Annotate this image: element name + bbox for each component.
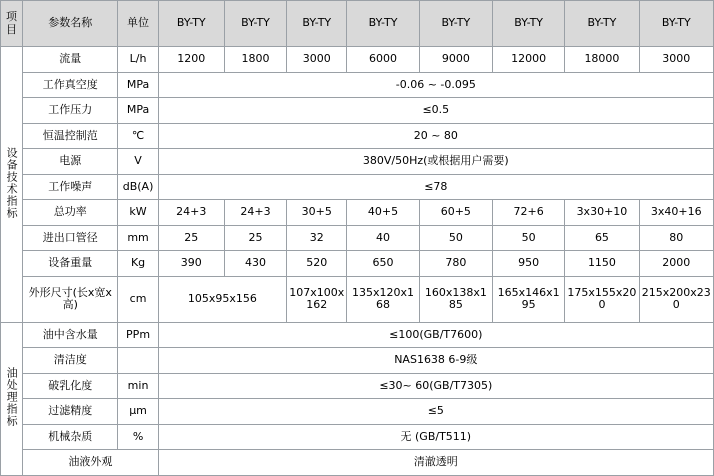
column-header-unit: 单位: [118, 1, 158, 47]
table-row: [1, 251, 714, 277]
row-unit: mm: [118, 225, 158, 251]
row-unit: MPa: [118, 98, 158, 124]
column-header-model-1: BY-TY: [158, 1, 224, 47]
column-header-model-6: BY-TY: [492, 1, 564, 47]
row-value-merged: NAS1638 6-9级: [158, 348, 713, 374]
table-row: [1, 72, 714, 98]
table-row: [1, 149, 714, 175]
row-value: 18000: [565, 47, 639, 73]
row-name: 进出口管径: [23, 225, 118, 251]
row-value: 72+6: [492, 200, 564, 226]
row-value: 175x155x200: [565, 276, 639, 322]
row-unit: L/h: [118, 47, 158, 73]
row-value-merged: 清澈透明: [158, 450, 713, 476]
row-value: 1150: [565, 251, 639, 277]
table-row: [1, 348, 714, 374]
row-unit: μm: [118, 399, 158, 425]
row-value: 80: [639, 225, 713, 251]
group-label-equipment-text: 设备技术指标: [5, 146, 19, 219]
group-label-oil-text: 油处理指标: [5, 367, 19, 428]
row-value: 135x120x168: [347, 276, 419, 322]
row-unit: ℃: [118, 123, 158, 149]
row-value-merged: ≤5: [158, 399, 713, 425]
row-value: 780: [419, 251, 492, 277]
table-row: [1, 174, 714, 200]
row-value-merged: ≤100(GB/T7600): [158, 322, 713, 348]
row-value: 6000: [347, 47, 419, 73]
row-name: 工作噪声: [23, 174, 118, 200]
table-row: [1, 276, 714, 322]
row-name: 油液外观: [23, 450, 159, 476]
row-value: 1200: [158, 47, 224, 73]
column-header-model-7: BY-TY: [565, 1, 639, 47]
row-name: 设备重量: [23, 251, 118, 277]
column-header-model-5: BY-TY: [419, 1, 492, 47]
row-unit: %: [118, 424, 158, 450]
row-value: 3000: [639, 47, 713, 73]
row-name: 工作压力: [23, 98, 118, 124]
row-value-merged: -0.06 ~ -0.095: [158, 72, 713, 98]
row-value: 165x146x195: [492, 276, 564, 322]
row-unit: PPm: [118, 322, 158, 348]
column-header-model-4: BY-TY: [347, 1, 419, 47]
row-name: 清洁度: [23, 348, 118, 374]
row-value: 24+3: [158, 200, 224, 226]
group-header-label: 项目: [1, 1, 23, 47]
row-value-merged: ≤30~ 60(GB/T7305): [158, 373, 713, 399]
table-row: [1, 399, 714, 425]
column-header-param-name: 参数名称: [23, 1, 118, 47]
row-value-merged: 380V/50Hz(或根据用户需要): [158, 149, 713, 175]
row-value: 24+3: [224, 200, 286, 226]
row-unit: dB(A): [118, 174, 158, 200]
row-value: 520: [287, 251, 347, 277]
row-name: 外形尺寸(长x宽x高): [23, 276, 118, 322]
table-row: [1, 373, 714, 399]
row-unit: kW: [118, 200, 158, 226]
table-row: [1, 424, 714, 450]
row-name: 电源: [23, 149, 118, 175]
row-unit: V: [118, 149, 158, 175]
row-value: 107x100x162: [287, 276, 347, 322]
row-value: 25: [158, 225, 224, 251]
row-name: 油中含水量: [23, 322, 118, 348]
table-row: [1, 225, 714, 251]
row-unit: MPa: [118, 72, 158, 98]
row-value-merged: ≤0.5: [158, 98, 713, 124]
row-name: 过滤精度: [23, 399, 118, 425]
table-row: [1, 98, 714, 124]
column-header-model-2: BY-TY: [224, 1, 286, 47]
row-value: 2000: [639, 251, 713, 277]
row-unit: [118, 348, 158, 374]
row-value: 9000: [419, 47, 492, 73]
row-name: 机械杂质: [23, 424, 118, 450]
row-value: 105x95x156: [158, 276, 287, 322]
row-value-merged: 20 ~ 80: [158, 123, 713, 149]
row-name: 恒温控制范: [23, 123, 118, 149]
row-value: 12000: [492, 47, 564, 73]
table-row: [1, 47, 714, 73]
row-value: 40+5: [347, 200, 419, 226]
table-header-row: [1, 1, 714, 47]
row-value: 650: [347, 251, 419, 277]
row-value: 390: [158, 251, 224, 277]
group-label-oil: [1, 322, 23, 475]
row-name: 工作真空度: [23, 72, 118, 98]
row-unit: cm: [118, 276, 158, 322]
row-name: 流量: [23, 47, 118, 73]
row-value-merged: 无 (GB/T511): [158, 424, 713, 450]
row-value: 32: [287, 225, 347, 251]
row-value: 3x30+10: [565, 200, 639, 226]
table-row: [1, 200, 714, 226]
row-value: 215x200x230: [639, 276, 713, 322]
row-value: 25: [224, 225, 286, 251]
row-value: 60+5: [419, 200, 492, 226]
row-value: 50: [419, 225, 492, 251]
row-value: 950: [492, 251, 564, 277]
row-value: 1800: [224, 47, 286, 73]
row-unit: min: [118, 373, 158, 399]
row-value: 430: [224, 251, 286, 277]
table-row: [1, 123, 714, 149]
group-label-equipment: [1, 47, 23, 323]
row-value: 50: [492, 225, 564, 251]
row-value: 3x40+16: [639, 200, 713, 226]
column-header-model-3: BY-TY: [287, 1, 347, 47]
row-value: 30+5: [287, 200, 347, 226]
row-value: 65: [565, 225, 639, 251]
row-name: 总功率: [23, 200, 118, 226]
table-row: [1, 322, 714, 348]
row-value: 3000: [287, 47, 347, 73]
row-name: 破乳化度: [23, 373, 118, 399]
table-row: [1, 450, 714, 476]
column-header-model-8: BY-TY: [639, 1, 713, 47]
row-value-merged: ≤78: [158, 174, 713, 200]
row-unit: Kg: [118, 251, 158, 277]
row-value: 40: [347, 225, 419, 251]
row-value: 160x138x185: [419, 276, 492, 322]
